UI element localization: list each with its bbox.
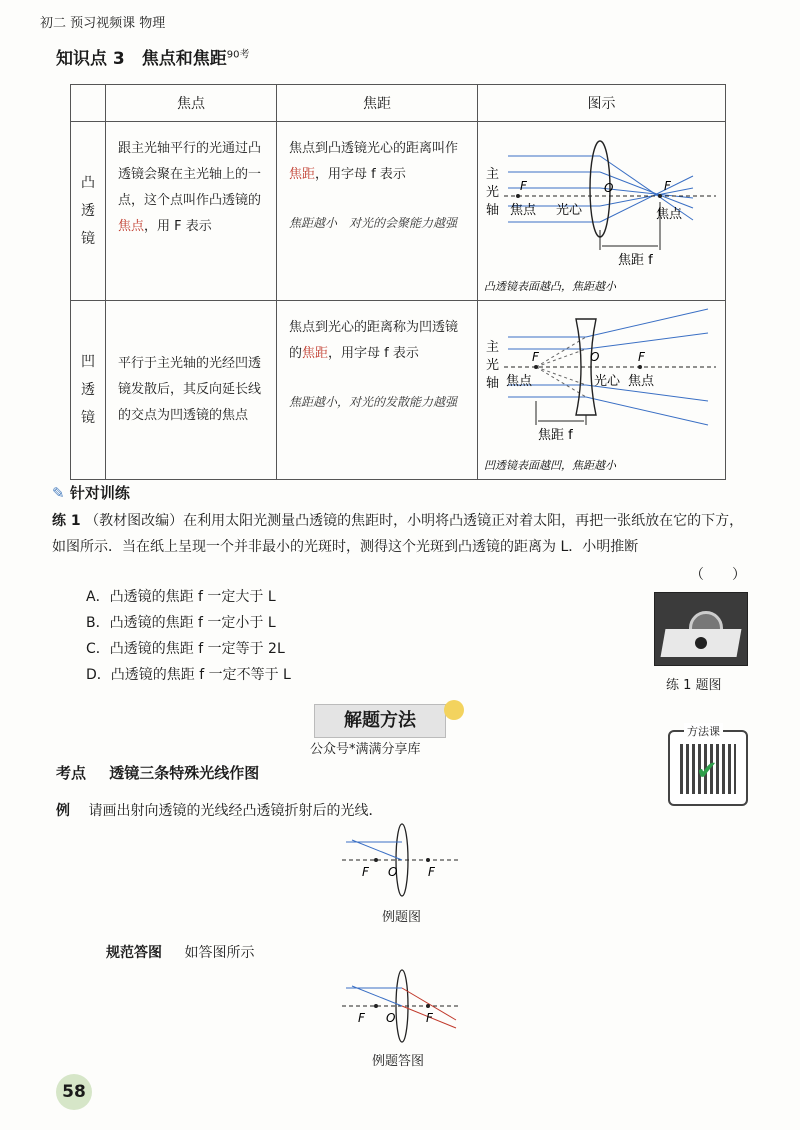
convex-F-left: F xyxy=(520,179,527,193)
kp-exam-count: 90考 xyxy=(226,49,250,61)
concave-focus-label-right: 焦点 xyxy=(628,374,655,389)
convex-fl-text: 焦点到凸透镜光心的距离叫作 xyxy=(289,141,459,156)
answer-diagram xyxy=(336,966,466,1046)
qr-code[interactable] xyxy=(668,725,748,806)
question-text: （教材图改编）在利用太阳光测量凸透镜的焦距时，小明将凸透镜正对着太阳，再把一张纸放在它的下方，如图所示．当在纸上呈现一个并非最小的光斑时，测得这个光斑到凸透镜的距离为 L．小明推断 xyxy=(52,513,744,555)
convex-diagram-cell xyxy=(478,122,726,301)
practice-photo xyxy=(654,592,748,666)
page-number: 58 xyxy=(56,1074,92,1110)
row-label-char: 镜 xyxy=(81,231,95,247)
convex-F-right: F xyxy=(664,179,671,193)
practice-question xyxy=(52,508,752,560)
row-label-char: 透 xyxy=(81,382,95,398)
ex-F-left: F xyxy=(362,865,369,879)
check-icon: ✔ xyxy=(696,756,718,786)
convex-fl-highlight: 焦距 xyxy=(289,167,316,182)
exam-title: 透镜三条特殊光线作图 xyxy=(109,764,260,782)
convex-axis-char: 主 xyxy=(486,167,500,182)
convex-focus-text-end: ，用 F 表示 xyxy=(144,219,212,234)
kp-title-text: 知识点 3 焦点和焦距 xyxy=(56,49,227,69)
concave-focus-label-left: 焦点 xyxy=(506,374,533,389)
concave-axis-char: 主 xyxy=(486,340,500,355)
pencil-icon: ✎ xyxy=(52,484,65,502)
row-label-concave xyxy=(71,301,106,480)
col-header-focal-length: 焦距 xyxy=(277,85,478,122)
convex-O: O xyxy=(604,181,614,195)
concave-flen-label: 焦距 f xyxy=(538,428,573,443)
example-text: 请画出射向透镜的光线经凸透镜折射后的光线． xyxy=(88,803,383,819)
option-c: C．凸透镜的焦距 f 一定等于 2L xyxy=(86,641,285,657)
practice-heading xyxy=(52,482,130,503)
convex-focus-label-right: 焦点 xyxy=(656,207,683,222)
convex-focus-highlight: 焦点 xyxy=(118,219,145,234)
concave-fig-note: 凹透镜表面越凹，焦距越小 xyxy=(484,459,616,472)
example-label: 例 xyxy=(56,803,70,819)
concave-fl-highlight: 焦距 xyxy=(302,346,329,361)
row-label-char: 透 xyxy=(81,203,95,219)
concave-handwritten-note: 焦距越小，对光的发散能力越强 xyxy=(289,395,458,409)
example-caption: 例题图 xyxy=(382,910,422,925)
convex-handwritten-note: 焦距越小 对光的会聚能力越强 xyxy=(289,216,458,230)
lightbulb-icon xyxy=(444,700,464,720)
practice-heading-text: 针对训练 xyxy=(69,484,130,502)
convex-focus-text: 跟主光轴平行的光通过凸透镜会聚在主光轴上的一点，这个点叫作凸透镜的 xyxy=(118,141,262,208)
answer-text: 如答图所示 xyxy=(184,945,255,961)
row-label-char: 凹 xyxy=(81,354,95,370)
exam-point xyxy=(56,762,259,783)
concave-diagram-cell xyxy=(478,301,726,480)
col-header-focus: 焦点 xyxy=(106,85,277,122)
convex-fig-note: 凸透镜表面越凸，焦距越小 xyxy=(484,280,616,293)
concave-lens-diagram xyxy=(478,301,724,475)
concave-axis-char: 轴 xyxy=(486,376,500,391)
option-d: D．凸透镜的焦距 f 一定不等于 L xyxy=(86,667,291,683)
convex-axis-char: 光 xyxy=(486,185,500,200)
photo-caption: 练 1 题图 xyxy=(666,678,722,693)
concave-focal-length-cell xyxy=(277,301,478,480)
qr-label: 方法课 xyxy=(684,723,723,739)
option-a: A．凸透镜的焦距 f 一定大于 L xyxy=(86,589,276,605)
answer-line xyxy=(106,942,254,962)
concave-F-left: F xyxy=(532,350,539,364)
concave-O: O xyxy=(590,350,600,364)
option-b: B．凸透镜的焦距 f 一定小于 L xyxy=(86,615,276,631)
row-label-char: 镜 xyxy=(81,410,95,426)
concave-fl-text-end: ，用字母 f 表示 xyxy=(328,346,419,361)
concave-axis-char: 光 xyxy=(486,358,500,373)
convex-center-label: 光心 xyxy=(556,203,583,218)
example-question xyxy=(56,800,382,820)
ex-O: O xyxy=(388,865,398,879)
method-title: 解题方法 xyxy=(314,704,446,738)
focus-table xyxy=(70,84,726,480)
concave-F-right: F xyxy=(638,350,645,364)
answer-label: 规范答图 xyxy=(106,945,162,961)
convex-fl-text-end: ，用字母 f 表示 xyxy=(315,167,406,182)
knowledge-point-title xyxy=(56,44,249,69)
row-label-char: 凸 xyxy=(81,175,95,191)
ans-F-left: F xyxy=(358,1011,365,1025)
exam-label: 考点 xyxy=(56,764,87,782)
convex-lens-diagram xyxy=(478,122,724,296)
concave-center-label: 光心 xyxy=(594,374,621,389)
ex-F-right: F xyxy=(428,865,435,879)
ans-F-right: F xyxy=(426,1011,433,1025)
concave-focus-text: 平行于主光轴的光经凹透镜发散后，其反向延长线的交点为凹透镜的焦点 xyxy=(118,356,262,423)
concave-fl-text: 焦点到光心的距离称为凹透镜的 xyxy=(289,320,459,361)
example-diagram xyxy=(336,820,466,900)
method-subtitle: 公众号*满满分享库 xyxy=(310,742,421,757)
question-label: 练 1 xyxy=(52,513,81,529)
convex-flen-label: 焦距 f xyxy=(618,253,653,268)
convex-axis-char: 轴 xyxy=(486,203,500,218)
answer-paren: （ ） xyxy=(690,567,746,583)
ans-O: O xyxy=(386,1011,396,1025)
convex-focus-label-left: 焦点 xyxy=(510,203,537,218)
concave-focus-cell xyxy=(106,301,277,480)
col-header-diagram: 图示 xyxy=(478,85,726,122)
table-corner xyxy=(71,85,106,122)
row-label-convex xyxy=(71,122,106,301)
answer-caption: 例题答图 xyxy=(372,1054,425,1069)
page-header: 初二 预习视频课 物理 xyxy=(40,16,166,31)
convex-focal-length-cell xyxy=(277,122,478,301)
convex-focus-cell xyxy=(106,122,277,301)
